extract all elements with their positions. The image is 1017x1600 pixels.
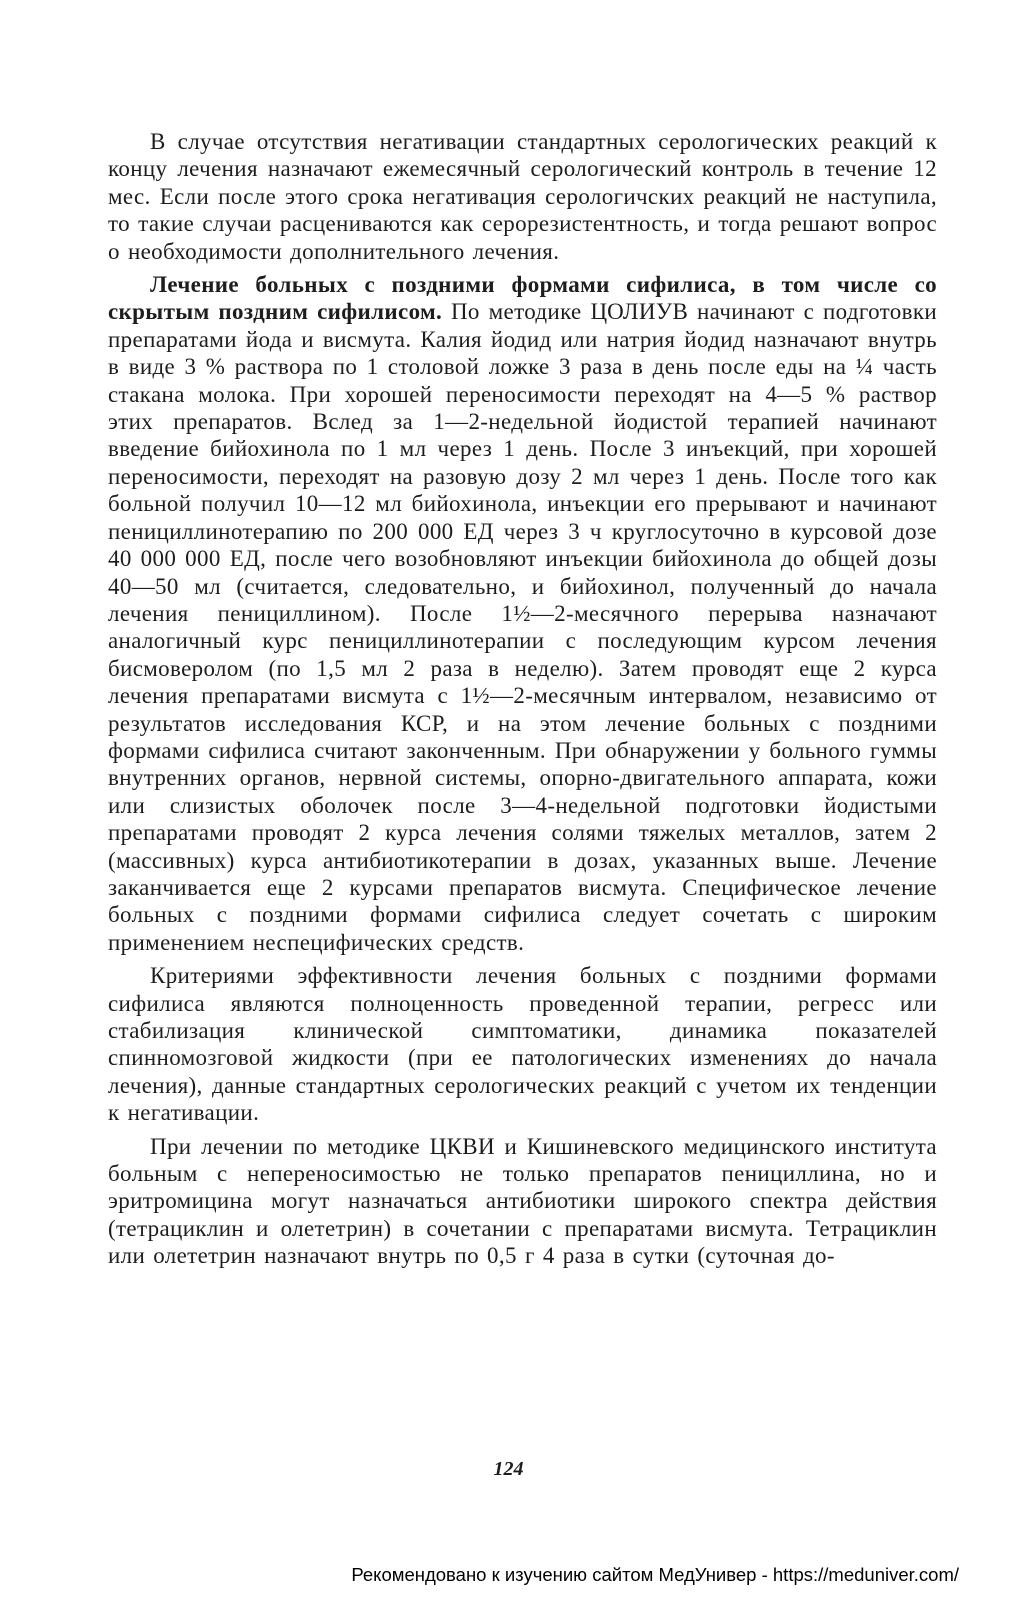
- paragraph-text: Критериями эффективности лечения больных с поздними формами сифилиса являются полноценность проведенной терапии, регресс или стабилизация клинической симптоматики, динамика показателей спинномозговой жидкости (при ее патологических изменениях до начала лечения), данные стандартных серологических реакций с учетом их тенденции к негативации.: [108, 963, 937, 1126]
- paragraph: [108, 1133, 937, 1270]
- paragraph-text: По методике ЦОЛИУВ начинают с подготовки препаратами йода и висмута. Калия йодид или натрия йодид назначают внутрь в виде 3 % раствора по 1 столовой ложке 3 раза в день после еды на ¼ часть стакана молока. При хорошей переносимости переходят на 4—5 % раствор этих препаратов. Вслед за 1—2-недельной йодистой терапией начинают введение бийохинола по 1 мл через 1 день. После 3 инъекций, при хорошей переносимости, переходят на разовую дозу 2 мл через 1 день. После того как больной получил 10—12 мл бийохинола, инъекции его прерывают и начинают пенициллинотерапию по 200 000 ЕД через 3 ч круглосуточно в курсовой дозе 40 000 000 ЕД, после чего возобновляют инъекции бийохинола до общей дозы 40—50 мл (считается, следовательно, и бийохинол, полученный до начала лечения пенициллином). После 1½—2-месячного перерыва назначают аналогичный курс пенициллинотерапии с последующим курсом лечения бисмоверолом (по 1,5 мл 2 раза в неделю). Затем проводят еще 2 курса лечения препаратами висмута с 1½—2-месячным интервалом, независимо от результатов исследования КСР, и на этом лечение больных с поздними формами сифилиса считают законченным. При обнаружении у больного гуммы внутренних органов, нервной системы, опорно-двигательного аппарата, кожи или слизистых оболочек после 3—4-недельной подготовки йодистыми препаратами проводят 2 курса лечения солями тяжелых металлов, затем 2 (массивных) курса антибиотикотерапии в дозах, указанных выше. Лечение заканчивается еще 2 курсами препаратов висмута. Специфическое лечение больных с поздними формами сифилиса следует сочетать с широким применением неспецифических средств.: [108, 299, 938, 955]
- page-number: 124: [493, 1458, 524, 1480]
- body-text: [108, 128, 937, 1270]
- paragraph-text: В случае отсутствия негативации стандартных серологических реакций к концу лечения назначают ежемесячный серологический контроль в течение 12 мес. Если после этого срока негативация серологичских реакций не наступила, то такие случаи расцениваются как серорезистентность, и тогда решают вопрос о необходимости дополнительного лечения.: [108, 129, 937, 264]
- paragraph: [108, 271, 937, 956]
- footer-credit: Рекомендовано к изучению сайтом МедУнивер - https://meduniver.com/: [351, 1564, 959, 1585]
- paragraph: [108, 128, 937, 265]
- paragraph-text: При лечении по методике ЦКВИ и Кишиневского медицинского института больным с непереносимостью не только препаратов пенициллина, но и эритромицина могут назначаться антибиотики широкого спектра действия (тетрациклин и олететрин) в сочетании с препаратами висмута. Тетрациклин или олететрин назначают внутрь по 0,5 г 4 раза в сутки (суточная до-: [108, 1133, 937, 1269]
- paragraph: [108, 962, 937, 1126]
- paragraph-lead: Лечение больных с поздними формами сифилиса, в том числе со скрытым поздним сифилисом.: [108, 272, 937, 325]
